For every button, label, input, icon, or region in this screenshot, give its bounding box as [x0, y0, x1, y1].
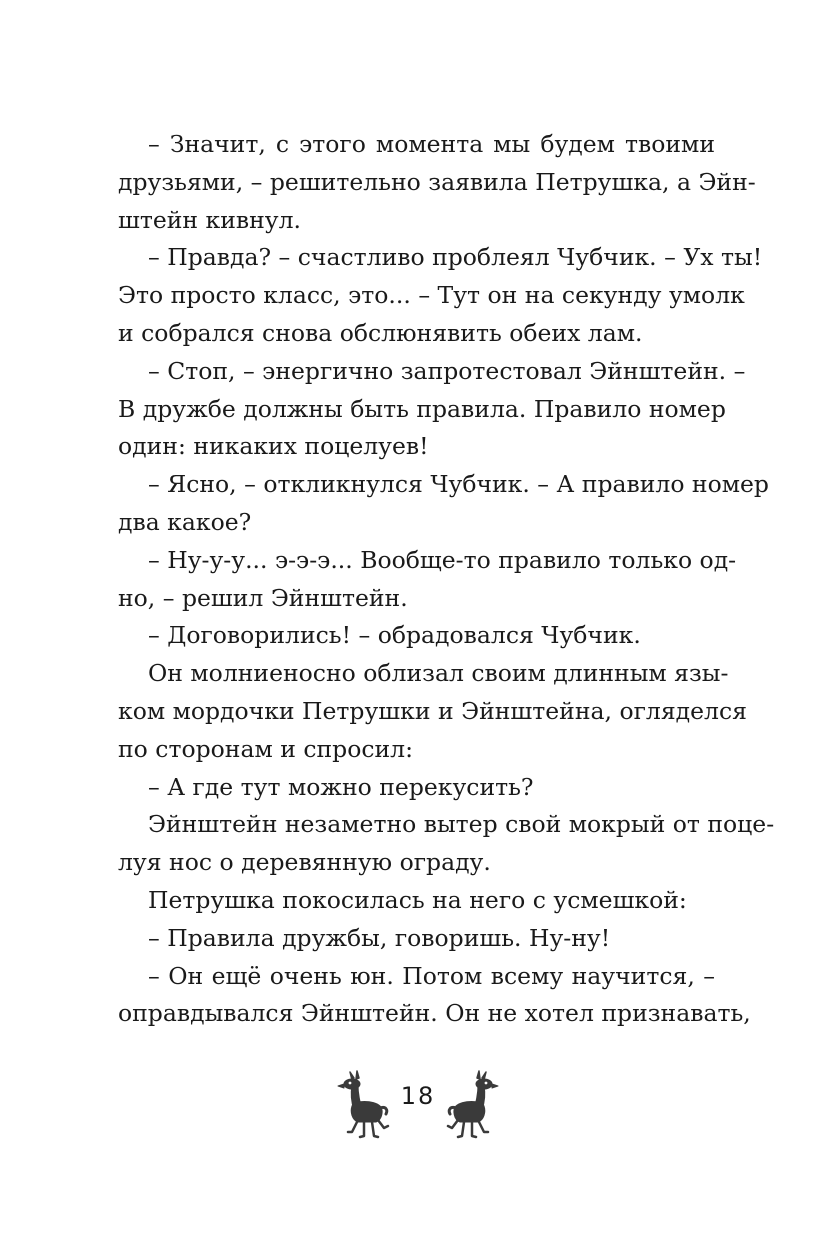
text-line: и собрался снова обслюнявить обеих лам. [118, 318, 643, 347]
text-line: Это просто класс, это... – Тут он на секунду умолк [118, 281, 745, 310]
text-line: – Договорились! – обрадовался Чубчик. [148, 621, 641, 650]
text-line: Он молниеносно облизал своим длинным язы- [148, 659, 729, 688]
text-line: но, – решил Эйнштейн. [118, 583, 408, 612]
page-text [118, 126, 775, 1033]
llama-icon [444, 1070, 506, 1142]
text-line: – Значит, с этого момента мы будем твоими [148, 130, 715, 158]
text-line: Эйнштейн незаметно вытер свой мокрый от поце- [148, 810, 775, 839]
page-footer [0, 1062, 833, 1142]
text-line: штейн кивнул. [118, 205, 302, 234]
text-line: – А где тут можно перекусить? [148, 772, 534, 801]
llama-icon [330, 1070, 392, 1142]
text-line: два какое? [118, 507, 252, 536]
text-line: луя нос о деревянную ограду. [118, 848, 491, 877]
text-line: – Ясно, – откликнулся Чубчик. – А правило номер [148, 470, 769, 499]
text-line: один: никаких поцелуев! [118, 432, 429, 461]
text-line: – Правда? – счастливо проблеял Чубчик. – Ух ты! [148, 243, 763, 272]
text-line: – Ну-у-у... э-э-э... Вообще-то правило только од- [148, 545, 737, 574]
text-line: В дружбе должны быть правила. Правило номер [118, 394, 726, 423]
text-line: – Стоп, – энергично запротестовал Эйнштейн. – [148, 356, 746, 385]
text-line: Петрушка покосилась на него с усмешкой: [148, 885, 687, 914]
text-line: – Он ещё очень юн. Потом всему научится, – [148, 961, 715, 990]
text-line: по сторонам и спросил: [118, 734, 414, 763]
text-line: – Правила дружбы, говоришь. Ну-ну! [148, 923, 611, 952]
text-line: ком мордочки Петрушки и Эйнштейна, огляделся [118, 696, 747, 725]
page-number: 18 [400, 1082, 436, 1110]
text-line: друзьями, – решительно заявила Петрушка, а Эйн- [118, 167, 756, 196]
text-line: оправдывался Эйнштейн. Он не хотел признавать, [118, 999, 751, 1028]
